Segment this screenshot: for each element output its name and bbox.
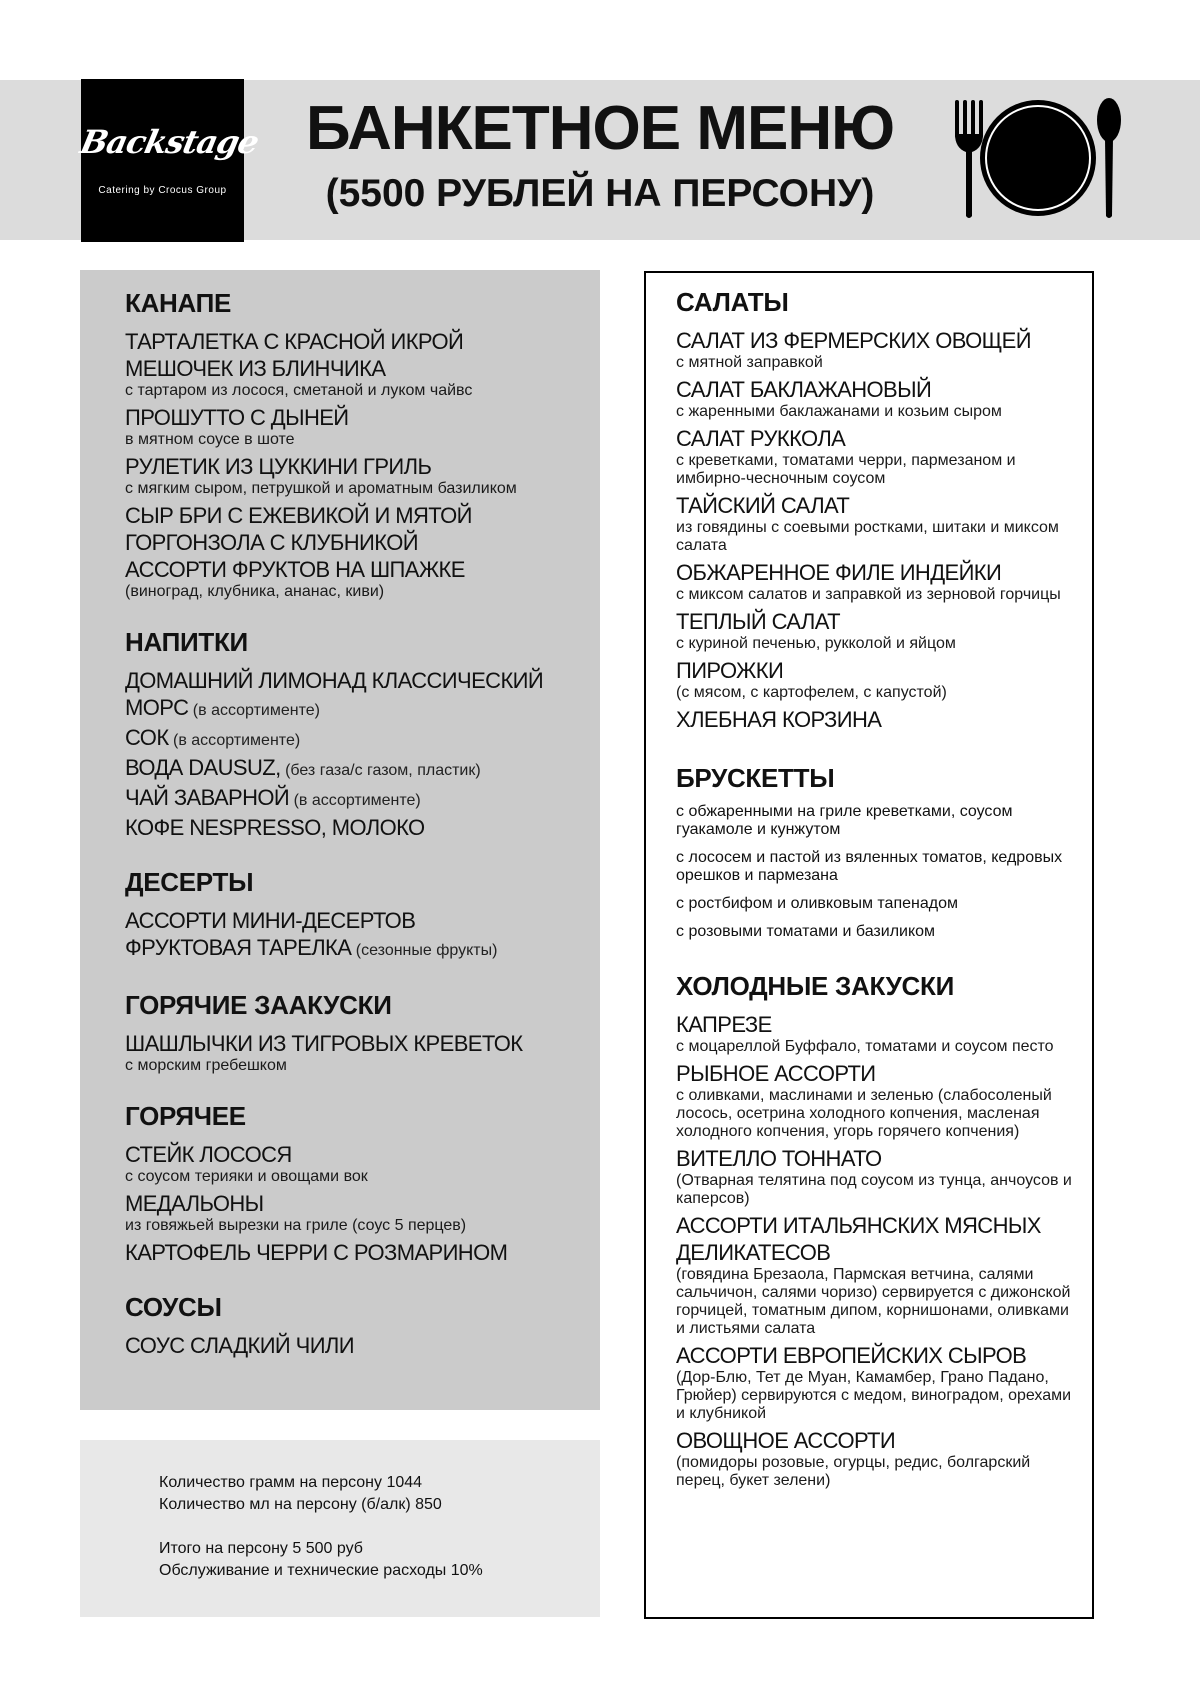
menu-item-description: с жаренными баклажанами и козьим сыром: [676, 403, 1002, 420]
menu-item-description: (виноград, клубника, ананас, киви): [125, 583, 385, 600]
plate-icon: [980, 100, 1096, 216]
menu-item-name: ТАЙСКИЙ САЛАТ: [676, 493, 850, 518]
menu-item-description: из говяжьей вырезки на гриле (соус 5 перцев): [125, 1217, 467, 1234]
page-subtitle: (5500 РУБЛЕЙ НА ПЕРСОНУ): [325, 172, 875, 215]
info-service: Обслуживание и технические расходы 10%: [159, 1562, 483, 1579]
left-column: [125, 288, 595, 1359]
page-title: БАНКЕТНОЕ МЕНЮ: [305, 94, 895, 163]
menu-item-description: с куриной печенью, рукколой и яйцом: [676, 635, 956, 652]
menu-item: [676, 559, 1076, 586]
menu-item: [125, 355, 595, 382]
menu-item-note: (в ассортименте): [168, 732, 301, 749]
menu-item-name: ВОДА DAUSUZ,: [125, 755, 281, 780]
menu-item: [125, 529, 595, 556]
info-grams: Количество грамм на персону 1044: [159, 1474, 423, 1491]
menu-item-description: с мятной заправкой: [676, 354, 823, 371]
section-title: НАПИТКИ: [125, 627, 248, 657]
menu-item-description: в мятном соусе в шоте: [125, 431, 295, 448]
menu-item-name: САЛАТ ИЗ ФЕРМЕРСКИХ ОВОЩЕЙ: [676, 328, 1031, 353]
menu-item-name: ХЛЕБНАЯ КОРЗИНА: [676, 707, 882, 732]
section-title: СОУСЫ: [125, 1292, 222, 1322]
menu-item: [676, 608, 1076, 635]
menu-item: [676, 657, 1076, 684]
menu-item-name: КАПРЕЗЕ: [676, 1012, 772, 1037]
logo-subtitle: Catering by Crocus Group: [98, 185, 227, 196]
menu-item: [676, 1145, 1076, 1172]
menu-item-name: МЕДАЛЬОНЫ: [125, 1191, 264, 1216]
section-title: КАНАПЕ: [125, 288, 232, 318]
menu-item-name: АССОРТИ ФРУКТОВ НА ШПАЖКЕ: [125, 557, 465, 582]
right-column: [676, 287, 1076, 1494]
menu-item: [125, 724, 595, 754]
menu-item-name: ДОМАШНИЙ ЛИМОНАД КЛАССИЧЕСКИЙ: [125, 668, 544, 693]
menu-item-description: с тартаром из лосося, сметаной и луком чайвс: [125, 382, 473, 399]
menu-item: [676, 425, 1076, 452]
bruschetta-item: с обжаренными на гриле креветками, соусом гуакамоле и кунжутом: [676, 803, 1013, 838]
menu-item: [125, 404, 595, 431]
menu-item-name: САЛАТ БАКЛАЖАНОВЫЙ: [676, 377, 932, 402]
section-title: ХОЛОДНЫЕ ЗАКУСКИ: [676, 971, 954, 1001]
info-total: Итого на персону 5 500 руб: [159, 1540, 363, 1557]
menu-item: [125, 1030, 595, 1057]
menu-item-name: ОБЖАРЕННОЕ ФИЛЕ ИНДЕЙКИ: [676, 560, 1002, 585]
menu-item-name: ГОРГОНЗОЛА С КЛУБНИКОЙ: [125, 530, 418, 555]
menu-item: [125, 453, 595, 480]
menu-item-name: СОК: [125, 725, 169, 750]
menu-item: [676, 1011, 1076, 1038]
menu-item: [125, 907, 595, 934]
bruschetta-item: с ростбифом и оливковым тапенадом: [676, 895, 958, 912]
menu-item-description: с креветками, томатами черри, пармезаном и имбирно-чесночным соусом: [676, 452, 1016, 487]
menu-item: [125, 934, 595, 964]
menu-item-name: СЫР БРИ С ЕЖЕВИКОЙ И МЯТОЙ: [125, 503, 472, 528]
menu-item-note: (в ассортименте): [188, 702, 320, 719]
menu-item-name: АССОРТИ ИТАЛЬЯНСКИХ МЯСНЫХ ДЕЛИКАТЕСОВ: [676, 1213, 1041, 1265]
menu-item: [676, 706, 1076, 733]
menu-item-description: с соусом терияки и овощами вок: [125, 1168, 368, 1185]
cutlery-icon: [952, 98, 1124, 220]
bruschetta-item: с розовыми томатами и базиликом: [676, 923, 936, 940]
menu-item: [125, 1141, 595, 1168]
menu-item-name: РУЛЕТИК ИЗ ЦУККИНИ ГРИЛЬ: [125, 454, 432, 479]
section-title: ДЕСЕРТЫ: [125, 867, 254, 897]
left-panel: [80, 270, 600, 1410]
menu-item-description: (с мясом, с картофелем, с капустой): [676, 684, 947, 701]
menu-item-name: САЛАТ РУККОЛА: [676, 426, 846, 451]
info-box: [80, 1440, 600, 1617]
logo-script: Backstage: [76, 123, 262, 161]
menu-item-description: с морским гребешком: [125, 1057, 287, 1074]
section-title: ГОРЯЧИЕ ЗААКУСКИ: [125, 990, 392, 1020]
menu-item: [676, 1427, 1076, 1454]
menu-item-description: из говядины с соевыми ростками, шитаки и миксом салата: [676, 519, 1059, 554]
menu-item-note: (в ассортименте): [289, 792, 421, 809]
menu-item-description: с миксом салатов и заправкой из зерновой горчицы: [676, 586, 1061, 603]
menu-item: [125, 814, 595, 841]
menu-item: [676, 1342, 1076, 1369]
menu-item: [676, 1060, 1076, 1087]
menu-item: [125, 667, 595, 694]
menu-item-description: с оливками, маслинами и зеленью (слабосоленый лосось, осетрина холодного копчения, масленая холодного копчения, угорь горячего копчения): [676, 1087, 1052, 1140]
section-title: ГОРЯЧЕЕ: [125, 1101, 246, 1131]
fork-icon: [955, 100, 983, 218]
section-title: САЛАТЫ: [676, 287, 789, 317]
menu-item: [125, 1332, 595, 1359]
menu-item-name: КАРТОФЕЛЬ ЧЕРРИ С РОЗМАРИНОМ: [125, 1240, 508, 1265]
menu-item: [125, 1239, 595, 1266]
menu-item-description: (говядина Брезаола, Пармская ветчина, салями сальчичон, салями чоризо) сервируется с дижонской горчицей, томатным дипом, корнишонами, оливками и листьями салата: [676, 1266, 1071, 1337]
menu-item-note: (сезонные фрукты): [351, 942, 498, 959]
menu-item-name: АССОРТИ ЕВРОПЕЙСКИХ СЫРОВ: [676, 1343, 1027, 1368]
menu-item-description: (Отварная телятина под соусом из тунца, анчоусов и каперсов): [676, 1172, 1072, 1207]
menu-item-name: СТЕЙК ЛОСОСЯ: [125, 1142, 292, 1167]
menu-item-name: ТЕПЛЫЙ САЛАТ: [676, 609, 840, 634]
menu-item-name: МОРС: [125, 695, 189, 720]
bruschetta-item: с лососем и пастой из вяленных томатов, кедровых орешков и пармезана: [676, 849, 1063, 884]
menu-item: [676, 1212, 1076, 1266]
menu-item-name: ВИТЕЛЛО ТОННАТО: [676, 1146, 882, 1171]
section-title: БРУСКЕТТЫ: [676, 763, 835, 793]
menu-item-name: МЕШОЧЕК ИЗ БЛИНЧИКА: [125, 356, 386, 381]
menu-item: [125, 784, 595, 814]
menu-item-description: (Дор-Блю, Тет де Муан, Камамбер, Грано Падано, Грюйер) сервируются с медом, виноградом, орехами и клубникой: [676, 1369, 1072, 1422]
info-ml: Количество мл на персону (б/алк) 850: [159, 1496, 442, 1513]
menu-item: [676, 492, 1076, 519]
menu-item-note: (без газа/с газом, пластик): [280, 762, 481, 779]
menu-item: [125, 556, 595, 583]
logo: [76, 79, 262, 242]
menu-item-name: ФРУКТОВАЯ ТАРЕЛКА: [125, 935, 352, 960]
menu-item-name: ОВОЩНОЕ АССОРТИ: [676, 1428, 896, 1453]
spoon-icon: [1097, 98, 1121, 218]
menu-item-name: ТАРТАЛЕТКА С КРАСНОЙ ИКРОЙ: [125, 329, 464, 354]
menu-item: [125, 1190, 595, 1217]
menu-item: [125, 694, 595, 724]
menu-item-name: АССОРТИ МИНИ-ДЕСЕРТОВ: [125, 908, 416, 933]
menu-item-name: КОФЕ NESPRESSO, МОЛОКО: [125, 815, 425, 840]
menu-item-name: ПИРОЖКИ: [676, 658, 784, 683]
menu-item: [125, 328, 595, 355]
right-panel: [644, 271, 1094, 1619]
menu-item-name: ЧАЙ ЗАВАРНОЙ: [125, 785, 290, 810]
menu-item: [125, 754, 595, 784]
menu-item-description: с моцареллой Буффало, томатами и соусом песто: [676, 1038, 1054, 1055]
menu-item-name: СОУС СЛАДКИЙ ЧИЛИ: [125, 1333, 354, 1358]
menu-item-name: ПРОШУТТО С ДЫНЕЙ: [125, 405, 349, 430]
menu-item-description: (помидоры розовые, огурцы, редис, болгарский перец, букет зелени): [676, 1454, 1031, 1489]
menu-item: [125, 502, 595, 529]
menu-item: [676, 376, 1076, 403]
menu-item-description: с мягким сыром, петрушкой и ароматным базиликом: [125, 480, 517, 497]
menu-item: [676, 327, 1076, 354]
menu-item-name: РЫБНОЕ АССОРТИ: [676, 1061, 876, 1086]
menu-item-name: ШАШЛЫЧКИ ИЗ ТИГРОВЫХ КРЕВЕТОК: [125, 1031, 523, 1056]
